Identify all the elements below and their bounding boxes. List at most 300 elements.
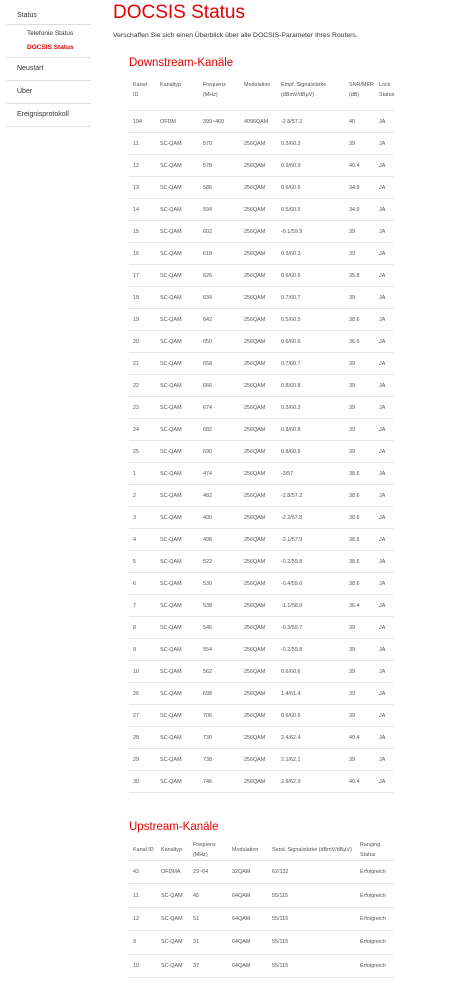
- table-cell: 15: [129, 221, 156, 243]
- table-cell: Erfolgreich: [356, 931, 394, 954]
- table-cell: SC-QAM: [157, 884, 189, 907]
- table-cell: 38.6: [345, 529, 375, 551]
- table-cell: JA: [375, 177, 394, 199]
- table-cell: 3: [129, 507, 156, 529]
- table-cell: JA: [375, 551, 394, 573]
- table-cell: 34.9: [345, 177, 375, 199]
- table-cell: 256QAM: [240, 265, 277, 287]
- table-cell: JA: [375, 507, 394, 529]
- table-cell: JA: [375, 221, 394, 243]
- table-cell: 490: [199, 507, 240, 529]
- table-cell: 256QAM: [240, 287, 277, 309]
- table-cell: SC-QAM: [156, 705, 199, 727]
- table-cell: SC-QAM: [156, 749, 199, 771]
- table-cell: SC-QAM: [156, 331, 199, 353]
- table-cell: 38.6: [345, 485, 375, 507]
- table-cell: 256QAM: [240, 639, 277, 661]
- table-cell: SC-QAM: [156, 463, 199, 485]
- downstream-row: [129, 133, 394, 155]
- table-cell: 39: [345, 705, 375, 727]
- table-cell: 0.3/60.3: [277, 397, 345, 419]
- table-cell: 55/115: [268, 884, 356, 907]
- table-cell: JA: [375, 243, 394, 265]
- table-cell: 9: [129, 931, 157, 954]
- table-cell: 25: [129, 441, 156, 463]
- table-cell: JA: [375, 683, 394, 705]
- table-cell: 570: [199, 133, 240, 155]
- table-cell: 39: [345, 243, 375, 265]
- table-cell: SC-QAM: [156, 243, 199, 265]
- table-cell: 2.4/62.4: [277, 727, 345, 749]
- column-header: Frequenz (MHz): [189, 840, 228, 861]
- table-cell: JA: [375, 375, 394, 397]
- table-cell: 55/115: [268, 931, 356, 954]
- table-cell: JA: [375, 331, 394, 353]
- table-cell: 32QAM: [228, 861, 268, 884]
- downstream-row: [129, 683, 394, 705]
- table-cell: 39: [345, 639, 375, 661]
- table-cell: 546: [199, 617, 240, 639]
- table-cell: 27: [129, 705, 156, 727]
- table-cell: 7: [129, 595, 156, 617]
- table-cell: JA: [375, 353, 394, 375]
- table-cell: 256QAM: [240, 353, 277, 375]
- table-cell: JA: [375, 595, 394, 617]
- upstream-row: [129, 861, 394, 884]
- table-cell: 194: [129, 111, 156, 133]
- downstream-row: [129, 507, 394, 529]
- table-cell: 562: [199, 661, 240, 683]
- table-cell: 37: [189, 954, 228, 977]
- table-cell: OFDM: [156, 111, 199, 133]
- table-cell: -1.1/58.9: [277, 595, 345, 617]
- table-cell: 0.3/60.3: [277, 243, 345, 265]
- table-cell: 0.8/60.8: [277, 375, 345, 397]
- table-cell: 256QAM: [240, 375, 277, 397]
- table-cell: JA: [375, 749, 394, 771]
- table-cell: 29~64: [189, 861, 228, 884]
- nav-item-status[interactable]: Status: [7, 7, 91, 25]
- table-cell: 35.8: [345, 265, 375, 287]
- table-cell: SC-QAM: [156, 485, 199, 507]
- table-cell: JA: [375, 133, 394, 155]
- table-cell: 256QAM: [240, 771, 277, 793]
- table-cell: 64QAM: [228, 907, 268, 930]
- downstream-section: [129, 57, 394, 793]
- table-cell: -0.3/59.7: [277, 617, 345, 639]
- table-cell: SC-QAM: [156, 133, 199, 155]
- downstream-row: [129, 529, 394, 551]
- table-cell: 0.6/60.6: [277, 177, 345, 199]
- table-cell: 39: [345, 419, 375, 441]
- table-cell: 256QAM: [240, 441, 277, 463]
- table-cell: 10: [129, 954, 157, 977]
- column-header-line: Status: [379, 92, 395, 98]
- table-cell: 39: [345, 353, 375, 375]
- table-cell: 0.6/60.6: [277, 331, 345, 353]
- table-cell: SC-QAM: [156, 441, 199, 463]
- table-cell: 642: [199, 309, 240, 331]
- downstream-row: [129, 199, 394, 221]
- table-cell: 2.9/62.9: [277, 771, 345, 793]
- table-cell: 746: [199, 771, 240, 793]
- table-cell: SC-QAM: [156, 397, 199, 419]
- column-header-line: (dBmV/dBµV): [281, 92, 315, 98]
- table-cell: 256QAM: [240, 155, 277, 177]
- downstream-row: [129, 243, 394, 265]
- upstream-row: [129, 954, 394, 977]
- table-cell: 43: [129, 861, 157, 884]
- table-cell: 0.6/60.6: [277, 265, 345, 287]
- downstream-row: [129, 375, 394, 397]
- column-header: Modulation: [228, 840, 268, 861]
- table-cell: 28: [129, 727, 156, 749]
- table-cell: JA: [375, 155, 394, 177]
- table-cell: 34.9: [345, 199, 375, 221]
- column-header: [129, 78, 156, 111]
- table-cell: 399~460: [199, 111, 240, 133]
- table-cell: JA: [375, 485, 394, 507]
- page-description: Verschaffen Sie sich einen Überblick über alle DOCSIS-Parameter Ihres Routers.: [113, 32, 358, 39]
- table-cell: 658: [199, 353, 240, 375]
- downstream-row: [129, 265, 394, 287]
- table-cell: 16: [129, 243, 156, 265]
- table-cell: SC-QAM: [156, 639, 199, 661]
- table-cell: 256QAM: [240, 661, 277, 683]
- table-cell: 0.8/60.8: [277, 441, 345, 463]
- downstream-row: [129, 705, 394, 727]
- table-cell: JA: [375, 419, 394, 441]
- table-cell: -0.1/59.9: [277, 221, 345, 243]
- downstream-row: [129, 661, 394, 683]
- table-cell: 39: [345, 441, 375, 463]
- table-cell: 64QAM: [228, 884, 268, 907]
- table-cell: 634: [199, 287, 240, 309]
- table-cell: JA: [375, 199, 394, 221]
- table-cell: 21: [129, 353, 156, 375]
- table-cell: 39: [345, 617, 375, 639]
- table-cell: 38.6: [345, 309, 375, 331]
- column-header: [277, 78, 345, 111]
- table-cell: 256QAM: [240, 595, 277, 617]
- table-cell: 0.9/60.9: [277, 155, 345, 177]
- table-cell: 256QAM: [240, 485, 277, 507]
- table-cell: -2.8/57.2: [277, 111, 345, 133]
- nav-item-docsis-status[interactable]: DOCSIS Status: [27, 44, 74, 51]
- table-cell: SC-QAM: [157, 931, 189, 954]
- table-cell: 38.6: [345, 507, 375, 529]
- table-cell: SC-QAM: [156, 771, 199, 793]
- table-cell: 39: [345, 375, 375, 397]
- table-cell: 522: [199, 551, 240, 573]
- table-cell: 674: [199, 397, 240, 419]
- table-cell: SC-QAM: [157, 907, 189, 930]
- downstream-row: [129, 771, 394, 793]
- table-cell: 4096QAM: [240, 111, 277, 133]
- downstream-row: [129, 111, 394, 133]
- upstream-title: Upstream-Kanäle: [129, 821, 219, 833]
- table-cell: 256QAM: [240, 683, 277, 705]
- table-cell: 586: [199, 177, 240, 199]
- table-cell: 256QAM: [240, 551, 277, 573]
- table-cell: JA: [375, 639, 394, 661]
- table-cell: 0.6/60.6: [277, 661, 345, 683]
- table-cell: -0.4/59.6: [277, 573, 345, 595]
- table-cell: -2.2/57.8: [277, 507, 345, 529]
- table-cell: JA: [375, 705, 394, 727]
- table-cell: Erfolgreich: [356, 907, 394, 930]
- table-cell: 38.6: [345, 463, 375, 485]
- table-cell: 18: [129, 287, 156, 309]
- table-cell: 39: [345, 133, 375, 155]
- downstream-row: [129, 331, 394, 353]
- downstream-row: [129, 177, 394, 199]
- table-cell: Erfolgreich: [356, 954, 394, 977]
- table-cell: 738: [199, 749, 240, 771]
- table-cell: 530: [199, 573, 240, 595]
- table-cell: 256QAM: [240, 397, 277, 419]
- table-cell: 36.4: [345, 595, 375, 617]
- table-cell: 23: [129, 397, 156, 419]
- table-cell: 482: [199, 485, 240, 507]
- upstream-row: [129, 907, 394, 930]
- table-cell: SC-QAM: [156, 551, 199, 573]
- table-cell: Erfolgreich: [356, 861, 394, 884]
- table-cell: 690: [199, 441, 240, 463]
- table-cell: SC-QAM: [156, 507, 199, 529]
- table-cell: Erfolgreich: [356, 884, 394, 907]
- table-cell: SC-QAM: [156, 419, 199, 441]
- column-header-line: Kanaltyp: [160, 82, 181, 88]
- downstream-row: [129, 639, 394, 661]
- nav-status-submenu: [7, 25, 91, 58]
- table-cell: 256QAM: [240, 507, 277, 529]
- table-cell: JA: [375, 529, 394, 551]
- table-cell: 0.7/60.7: [277, 353, 345, 375]
- table-cell: 24: [129, 419, 156, 441]
- downstream-row: [129, 551, 394, 573]
- table-cell: SC-QAM: [156, 529, 199, 551]
- table-cell: 38.6: [345, 573, 375, 595]
- downstream-title: Downstream-Kanäle: [129, 57, 234, 69]
- table-cell: 39: [345, 661, 375, 683]
- table-cell: 0.5/60.5: [277, 309, 345, 331]
- table-cell: JA: [375, 771, 394, 793]
- table-cell: OFDMA: [157, 861, 189, 884]
- table-cell: SC-QAM: [156, 617, 199, 639]
- table-cell: SC-QAM: [156, 353, 199, 375]
- table-cell: 0.7/60.7: [277, 287, 345, 309]
- downstream-row: [129, 573, 394, 595]
- nav-item-ueber[interactable]: Über: [7, 81, 91, 104]
- downstream-row: [129, 749, 394, 771]
- table-cell: SC-QAM: [156, 199, 199, 221]
- downstream-row: [129, 595, 394, 617]
- sidebar-nav: [7, 7, 91, 127]
- table-cell: 602: [199, 221, 240, 243]
- table-cell: 554: [199, 639, 240, 661]
- table-cell: 698: [199, 683, 240, 705]
- downstream-table: [129, 78, 394, 793]
- table-cell: 256QAM: [240, 419, 277, 441]
- column-header-line: ID: [133, 92, 139, 98]
- table-cell: SC-QAM: [156, 573, 199, 595]
- table-cell: 11: [129, 133, 156, 155]
- column-header-line: Frequenz: [203, 82, 226, 88]
- downstream-row: [129, 463, 394, 485]
- column-header: [199, 78, 240, 111]
- nav-item-telefonie-status[interactable]: Telefonie Status: [27, 30, 74, 37]
- downstream-row: [129, 397, 394, 419]
- table-cell: 40.4: [345, 727, 375, 749]
- table-cell: 666: [199, 375, 240, 397]
- table-cell: 64QAM: [228, 954, 268, 977]
- table-cell: 55/115: [268, 907, 356, 930]
- table-cell: 256QAM: [240, 705, 277, 727]
- table-cell: 256QAM: [240, 177, 277, 199]
- table-cell: 0.3/60.3: [277, 133, 345, 155]
- downstream-row: [129, 353, 394, 375]
- column-header: [240, 78, 277, 111]
- table-cell: SC-QAM: [156, 155, 199, 177]
- upstream-row: [129, 884, 394, 907]
- table-cell: 626: [199, 265, 240, 287]
- table-cell: 256QAM: [240, 727, 277, 749]
- table-cell: 40: [345, 111, 375, 133]
- table-cell: 256QAM: [240, 133, 277, 155]
- downstream-row: [129, 441, 394, 463]
- table-cell: 682: [199, 419, 240, 441]
- table-cell: -0.2/59.8: [277, 551, 345, 573]
- table-cell: SC-QAM: [156, 661, 199, 683]
- table-cell: 578: [199, 155, 240, 177]
- column-header-line: (MHz): [203, 92, 218, 98]
- table-cell: JA: [375, 265, 394, 287]
- table-cell: 39: [345, 683, 375, 705]
- table-cell: 538: [199, 595, 240, 617]
- table-cell: 650: [199, 331, 240, 353]
- table-cell: SC-QAM: [156, 309, 199, 331]
- table-cell: 39: [345, 221, 375, 243]
- table-cell: SC-QAM: [157, 954, 189, 977]
- table-cell: SC-QAM: [156, 221, 199, 243]
- table-cell: 29: [129, 749, 156, 771]
- upstream-section: [129, 821, 394, 978]
- table-cell: SC-QAM: [156, 683, 199, 705]
- table-cell: 39: [345, 287, 375, 309]
- table-cell: 39: [345, 397, 375, 419]
- column-header: [345, 78, 375, 111]
- table-cell: 6: [129, 573, 156, 595]
- table-cell: 256QAM: [240, 573, 277, 595]
- table-cell: 1: [129, 463, 156, 485]
- table-cell: JA: [375, 309, 394, 331]
- table-cell: 40.4: [345, 155, 375, 177]
- upstream-table: [129, 840, 394, 978]
- table-cell: 19: [129, 309, 156, 331]
- downstream-row: [129, 419, 394, 441]
- table-cell: 26: [129, 683, 156, 705]
- table-cell: 256QAM: [240, 529, 277, 551]
- table-cell: 498: [199, 529, 240, 551]
- table-cell: 10: [129, 661, 156, 683]
- table-cell: 4: [129, 529, 156, 551]
- table-cell: 55/115: [268, 954, 356, 977]
- table-cell: 40.4: [345, 771, 375, 793]
- table-cell: JA: [375, 441, 394, 463]
- table-cell: 64QAM: [228, 931, 268, 954]
- table-cell: -0.2/59.8: [277, 639, 345, 661]
- table-cell: 11: [129, 884, 157, 907]
- table-cell: 31: [189, 931, 228, 954]
- nav-item-neustart[interactable]: Neustart: [7, 58, 91, 81]
- column-header: Kanaltyp: [157, 840, 189, 861]
- downstream-row: [129, 485, 394, 507]
- nav-item-ereignisprotokoll[interactable]: Ereignisprotokoll: [7, 104, 91, 127]
- table-cell: JA: [375, 111, 394, 133]
- table-cell: 256QAM: [240, 749, 277, 771]
- column-header-line: Empf. Signalstärke: [281, 82, 327, 88]
- table-cell: 256QAM: [240, 199, 277, 221]
- downstream-row: [129, 727, 394, 749]
- table-cell: 39: [345, 749, 375, 771]
- table-cell: 2: [129, 485, 156, 507]
- table-cell: 9: [129, 639, 156, 661]
- table-cell: 62/122: [268, 861, 356, 884]
- table-cell: 256QAM: [240, 617, 277, 639]
- table-cell: 45: [189, 884, 228, 907]
- table-cell: 0.8/60.8: [277, 419, 345, 441]
- table-cell: 706: [199, 705, 240, 727]
- table-cell: 0.6/60.6: [277, 705, 345, 727]
- downstream-row: [129, 309, 394, 331]
- table-cell: 256QAM: [240, 463, 277, 485]
- column-header: Send. Signalstärke (dBmV/dBµV): [268, 840, 356, 861]
- table-cell: 30: [129, 771, 156, 793]
- table-cell: 730: [199, 727, 240, 749]
- table-cell: 2.1/62.1: [277, 749, 345, 771]
- table-cell: 8: [129, 617, 156, 639]
- table-cell: 12: [129, 155, 156, 177]
- table-cell: 618: [199, 243, 240, 265]
- table-cell: SC-QAM: [156, 287, 199, 309]
- table-cell: 256QAM: [240, 309, 277, 331]
- table-cell: SC-QAM: [156, 177, 199, 199]
- table-cell: 5: [129, 551, 156, 573]
- downstream-row: [129, 617, 394, 639]
- table-cell: SC-QAM: [156, 265, 199, 287]
- table-cell: 14: [129, 199, 156, 221]
- table-cell: JA: [375, 573, 394, 595]
- table-cell: 256QAM: [240, 331, 277, 353]
- table-cell: 13: [129, 177, 156, 199]
- table-cell: JA: [375, 617, 394, 639]
- column-header-line: Lock: [379, 82, 391, 88]
- table-cell: -3/57: [277, 463, 345, 485]
- table-cell: 36.6: [345, 331, 375, 353]
- column-header-line: Modulation: [244, 82, 271, 88]
- table-cell: -2.8/57.2: [277, 485, 345, 507]
- table-cell: 256QAM: [240, 221, 277, 243]
- table-cell: -2.1/57.9: [277, 529, 345, 551]
- page-title: DOCSIS Status: [113, 2, 245, 23]
- table-cell: SC-QAM: [156, 375, 199, 397]
- downstream-row: [129, 287, 394, 309]
- column-header: Ranging Status: [356, 840, 394, 861]
- table-cell: 474: [199, 463, 240, 485]
- table-cell: JA: [375, 397, 394, 419]
- table-cell: SC-QAM: [156, 727, 199, 749]
